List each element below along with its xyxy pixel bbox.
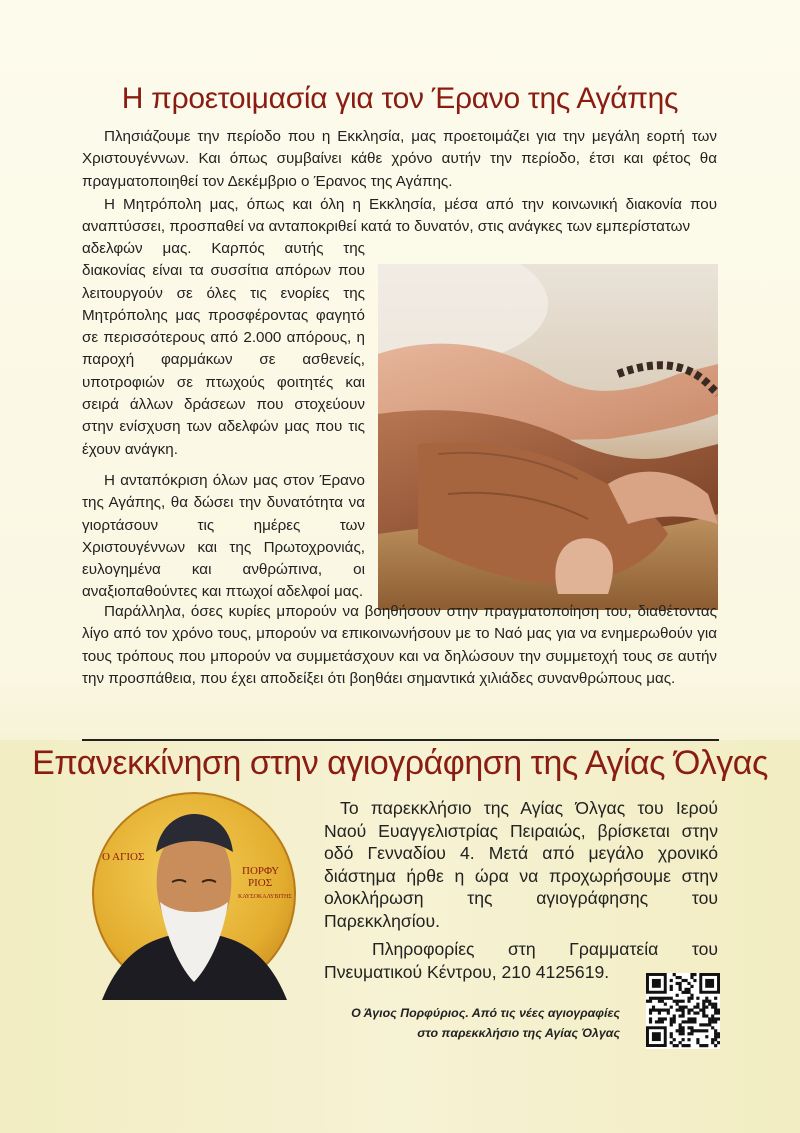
paragraph-chapel: Το παρεκκλήσιο της Αγίας Όλγας του Ιερού Ναού Ευαγγελιστρίας Πειραιώς, βρίσκεται στην οδό Γενναδίου 4. Μετά από μεγάλο χρονικό διάστημα ήρθε η ώρα να προχωρήσουμε στην ολοκλήρωση της αγιογράφησης του Παρεκκλησίου. (324, 798, 718, 931)
paragraph-volunteers: Παράλληλα, όσες κυρίες μπορούν να βοηθήσουν στην πραγματοποίηση του, διαθέτοντας λίγο από τον χρόνο τους, μπορούν να επικοινωνήσουν με το Ναό μας για να ενημερωθούν για τους τρόπους που μπορούν να συμμετάσχουν και να δηλώσουν την συμμετοχή τους σε αυτήν την προσπάθεια, που έχει αποδείξει ότι βοηθάει σημαντικά χιλιάδες συνανθρώπους μας. (82, 603, 717, 687)
icon-inscription-small: ΚΑΥΣΟΚΑΛΥΒΙΤΗΣ (238, 894, 292, 900)
paragraph-intro: Πλησιάζουμε την περίοδο που η Εκκλησία, μας προετοιμάζει για την μεγάλη εορτή των Χριστουγέννων. Και όπως συμβαίνει κάθε χρόνο αυτήν την περίοδο, έτσι και φέτος θα πραγματοποιηθεί τον Δεκέμβριο ο Έρανος της Αγάπης. (82, 128, 717, 190)
section-divider (82, 739, 719, 741)
saint-porphyrios-icon-image (82, 790, 312, 1000)
icon-caption (290, 1004, 620, 1043)
icon-inscription-right-2: ΡΙΟΣ (248, 877, 273, 889)
article-title-agiografisi: Επανεκκίνηση στην αγιογράφηση της Αγίας Όλγας (32, 744, 768, 782)
paragraph-metropolis-cont: αδελφών μας. Καρπός αυτής της διακονίας είναι τα συσσίτια απόρων που λειτουργούν σε όλες τις ενορίες της Μητρόπολης μας προσφέροντας φαγητό σε περισσότερους από 2.000 απόρους, η παροχή φαρμάκων σε ασθενείς, υποτροφιών σε πτωχούς φοιτητές και σειρά άλλων δράσεων που στοχεύουν στην ενίσχυση των αδελφών μας που τις έχουν ανάγκη. (82, 240, 365, 458)
hands-photo (378, 264, 718, 610)
caption-line-2: στο παρεκκλήσιο της Αγίας Όλγας (417, 1025, 620, 1040)
paragraph-response: Η ανταπόκριση όλων μας στον Έρανο της Αγάπης, θα δώσει την δυνατότητα να γιορτάσουν τις ημέρες των Χριστουγέννων και της Πρωτοχρονιάς, ευλογημένα και ανθρώπινα, οι αναξιοπαθούντες και πτωχοί αδελφοί μας. (82, 472, 365, 601)
article-title-eranos: Η προετοιμασία για τον Έρανο της Αγάπης (121, 82, 679, 115)
icon-inscription-right-1: ΠΟΡΦΥ (242, 865, 280, 877)
paragraph-info: Πληροφορίες στη Γραμματεία του Πνευματικού Κέντρου, 210 4125619. (324, 939, 718, 982)
caption-line-1: Ο Άγιος Πορφύριος. Από τις νέες αγιογραφίες (351, 1006, 620, 1020)
qr-code[interactable] (646, 973, 720, 1049)
paragraph-metropolis: Η Μητρόπολη μας, όπως και όλη η Εκκλησία, μέσα από την κοινωνική διακονία που αναπτύσσει, προσπαθεί να ανταποκριθεί κατά το δυνατόν, στις ανάγκες των εμπερίστατων (82, 196, 717, 236)
icon-inscription-left: Ο ΑΓΙΟΣ (102, 851, 145, 863)
